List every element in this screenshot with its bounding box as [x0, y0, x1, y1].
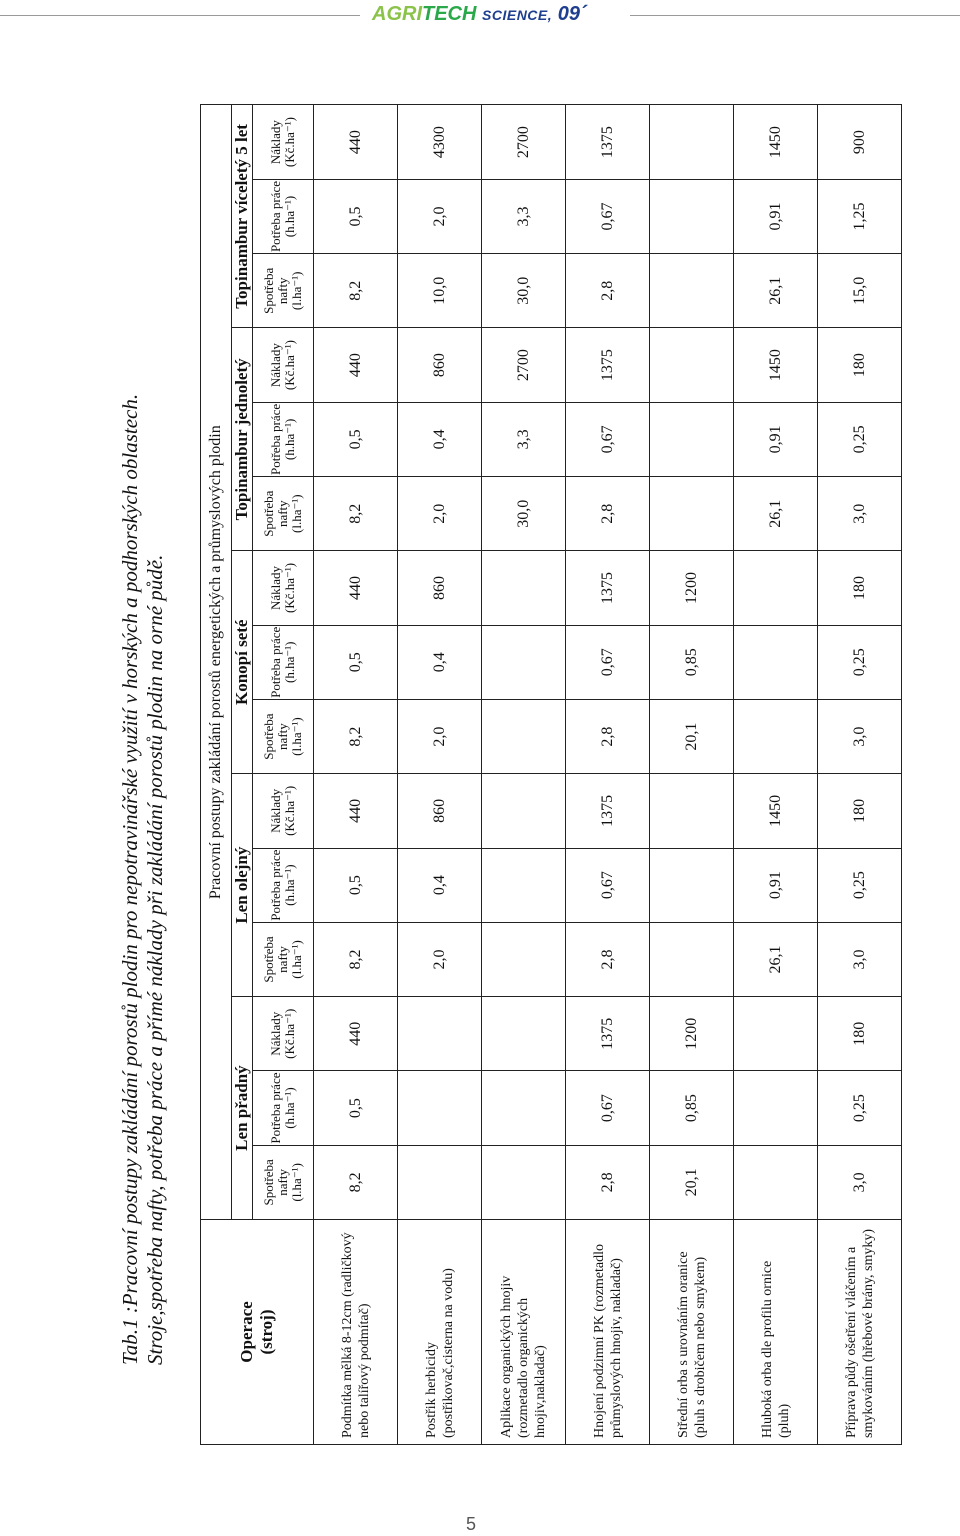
table-row	[314, 105, 398, 1445]
value-cell: 3,3	[482, 402, 566, 476]
value-cell	[482, 699, 566, 773]
subheader-unit: (h.ha⁻¹)	[282, 418, 297, 461]
operation-header-sub: (stroj)	[257, 1309, 276, 1355]
subheader-name: Spotřeba nafty	[261, 713, 290, 760]
value-cell: 0,67	[566, 179, 650, 253]
subheader-name: Spotřeba nafty	[261, 1159, 290, 1206]
value-cell: 0,25	[818, 625, 902, 699]
value-cell: 0,91	[734, 848, 818, 922]
operation-cell: Hluboká orba dle profilu ornice (pluh)	[734, 1220, 818, 1445]
value-cell: 8,2	[314, 922, 398, 996]
column-subheader	[253, 328, 314, 402]
value-cell: 1375	[566, 997, 650, 1071]
column-subheader	[253, 699, 314, 773]
value-cell: 20,1	[650, 1145, 734, 1219]
column-subheader	[253, 848, 314, 922]
value-cell: 1450	[734, 774, 818, 848]
subheader-unit: (l.ha⁻¹)	[289, 717, 304, 756]
value-cell: 2,0	[398, 179, 482, 253]
subheader-unit: (l.ha⁻¹)	[289, 1163, 304, 1202]
value-cell: 1450	[734, 328, 818, 402]
brand-agri: AGRI	[372, 3, 422, 25]
subheader-unit: (l.ha⁻¹)	[289, 940, 304, 979]
value-cell: 900	[818, 105, 902, 180]
value-cell: 860	[398, 551, 482, 625]
value-cell: 440	[314, 105, 398, 180]
subheader-unit: (l.ha⁻¹)	[289, 271, 304, 311]
value-cell	[734, 997, 818, 1071]
subheader-unit: (h.ha⁻¹)	[282, 864, 297, 906]
value-cell: 2700	[482, 328, 566, 402]
value-cell	[650, 922, 734, 996]
value-cell: 0,67	[566, 402, 650, 476]
value-cell: 440	[314, 551, 398, 625]
subheader-unit: (Kč.ha⁻¹)	[282, 340, 297, 391]
table-row	[650, 105, 734, 1445]
value-cell	[734, 1145, 818, 1219]
table-row	[734, 105, 818, 1445]
value-cell: 180	[818, 774, 902, 848]
subheader-unit: (Kč.ha⁻¹)	[282, 117, 297, 168]
value-cell: 0,91	[734, 179, 818, 253]
value-cell: 30,0	[482, 477, 566, 551]
value-cell: 2,0	[398, 922, 482, 996]
value-cell: 0,85	[650, 625, 734, 699]
column-subheader	[253, 254, 314, 328]
value-cell: 8,2	[314, 254, 398, 328]
subheader-name: Náklady	[268, 565, 283, 610]
value-cell: 0,91	[734, 402, 818, 476]
subheader-name: Náklady	[268, 343, 283, 388]
subheader-name: Náklady	[268, 788, 283, 833]
value-cell: 0,5	[314, 1071, 398, 1145]
journal-brand	[372, 2, 587, 27]
subheader-unit: (h.ha⁻¹)	[282, 641, 297, 683]
page-number: 5	[466, 1514, 477, 1534]
value-cell: 26,1	[734, 477, 818, 551]
subheader-name: Potřeba práce	[268, 626, 283, 698]
value-cell: 15,0	[818, 254, 902, 328]
value-cell	[482, 551, 566, 625]
value-cell: 3,0	[818, 922, 902, 996]
operation-cell: Postřik herbicidy (postřikovač,cisterna na vodu)	[398, 1220, 482, 1445]
value-cell	[398, 1145, 482, 1219]
value-cell: 26,1	[734, 254, 818, 328]
brand-year: 09´	[557, 3, 587, 25]
value-cell	[482, 1071, 566, 1145]
value-cell	[650, 105, 734, 180]
value-cell: 2,0	[398, 477, 482, 551]
table-row	[566, 105, 650, 1445]
value-cell	[650, 477, 734, 551]
value-cell	[482, 997, 566, 1071]
value-cell: 0,25	[818, 1071, 902, 1145]
value-cell	[482, 922, 566, 996]
subheader-unit: (l.ha⁻¹)	[289, 494, 304, 533]
column-subheader	[253, 477, 314, 551]
value-cell: 0,5	[314, 179, 398, 253]
value-cell	[734, 625, 818, 699]
value-cell: 0,4	[398, 402, 482, 476]
operation-cell: Střední orba s urovnáním oranice (pluh s drobičem nebo smykem)	[650, 1220, 734, 1445]
crop-group-header: Topinambur jednoletý	[232, 328, 253, 551]
subheader-unit: (h.ha⁻¹)	[282, 1087, 297, 1129]
value-cell: 3,0	[818, 1145, 902, 1219]
caption-line-1: Tab.1 :Pracovní postupy zakládání porostů plodin pro nepotravinářské využití v horských a podhorských oblastech.	[118, 393, 142, 1365]
value-cell: 2,8	[566, 254, 650, 328]
value-cell: 2,8	[566, 922, 650, 996]
value-cell: 860	[398, 774, 482, 848]
value-cell: 1200	[650, 997, 734, 1071]
value-cell: 2700	[482, 105, 566, 180]
column-subheader	[253, 402, 314, 476]
value-cell: 2,8	[566, 699, 650, 773]
value-cell: 2,8	[566, 477, 650, 551]
value-cell: 2,0	[398, 699, 482, 773]
value-cell: 0,67	[566, 1071, 650, 1145]
column-subheader	[253, 1145, 314, 1219]
value-cell: 26,1	[734, 922, 818, 996]
column-subheader	[253, 551, 314, 625]
crop-group-header: Konopí seté	[232, 551, 253, 774]
value-cell	[398, 1071, 482, 1145]
subheader-name: Potřeba práce	[268, 403, 283, 475]
column-subheader	[253, 922, 314, 996]
crop-group-header: Len přadný	[232, 997, 253, 1220]
value-cell: 0,67	[566, 625, 650, 699]
value-cell: 0,4	[398, 848, 482, 922]
value-cell: 0,67	[566, 848, 650, 922]
crop-group-header: Len olejný	[232, 774, 253, 997]
value-cell	[482, 848, 566, 922]
value-cell: 0,5	[314, 625, 398, 699]
value-cell: 3,3	[482, 179, 566, 253]
column-subheader	[253, 774, 314, 848]
column-subheader	[253, 179, 314, 253]
value-cell: 3,0	[818, 699, 902, 773]
value-cell: 180	[818, 328, 902, 402]
subheader-name: Náklady	[268, 1011, 283, 1056]
value-cell: 4300	[398, 105, 482, 180]
value-cell: 20,1	[650, 699, 734, 773]
column-subheader	[253, 105, 314, 180]
subheader-name: Spotřeba nafty	[261, 490, 290, 537]
crop-group-header: Topinambur víceletý 5 let	[232, 105, 253, 328]
operation-cell: Aplikace organických hnojiv (rozmetadlo organických hnojiv,nakladač)	[482, 1220, 566, 1445]
subheader-name: Spotřeba nafty	[261, 936, 290, 983]
value-cell: 440	[314, 997, 398, 1071]
operation-cell: Hnojení podzimní PK (rozmetadlo průmyslových hnojiv, nakladač)	[566, 1220, 650, 1445]
value-cell: 0,4	[398, 625, 482, 699]
value-cell: 0,25	[818, 848, 902, 922]
subheader-name: Potřeba práce	[268, 849, 283, 921]
table-row	[818, 105, 902, 1445]
value-cell: 1375	[566, 774, 650, 848]
rotated-content	[118, 105, 930, 1445]
subheader-unit: (h.ha⁻¹)	[282, 195, 297, 238]
subheader-name: Potřeba práce	[268, 1072, 283, 1144]
column-subheader	[253, 1071, 314, 1145]
value-cell: 1450	[734, 105, 818, 180]
value-cell: 440	[314, 328, 398, 402]
value-cell	[734, 699, 818, 773]
operation-cell: Příprava půdy ošetření vláčením a smykováním (hřebové brány, smyky)	[818, 1220, 902, 1445]
value-cell: 1200	[650, 551, 734, 625]
operation-header	[201, 1220, 314, 1445]
value-cell	[650, 402, 734, 476]
table-body	[314, 105, 902, 1445]
value-cell: 180	[818, 551, 902, 625]
subheader-name: Náklady	[268, 120, 283, 165]
value-cell: 8,2	[314, 1145, 398, 1219]
column-subheader	[253, 625, 314, 699]
value-cell: 8,2	[314, 477, 398, 551]
header-rule-left	[0, 15, 360, 16]
value-cell: 1,25	[818, 179, 902, 253]
value-cell	[398, 997, 482, 1071]
subheader-unit: (Kč.ha⁻¹)	[282, 1008, 297, 1059]
value-cell: 1375	[566, 551, 650, 625]
operation-cell: Podmítka mělká 8-12cm (radličkový nebo talířový podmítač)	[314, 1220, 398, 1445]
value-cell: 0,85	[650, 1071, 734, 1145]
value-cell: 860	[398, 328, 482, 402]
table-row	[482, 105, 566, 1445]
value-cell	[650, 848, 734, 922]
value-cell	[650, 254, 734, 328]
value-cell: 0,5	[314, 402, 398, 476]
value-cell	[650, 179, 734, 253]
value-cell	[650, 328, 734, 402]
caption-line-2: Stroje,spotřeba nafty, potřeba práce a přímé náklady při zakládání porostů plodin na orné půdě.	[143, 554, 167, 1365]
subheader-name: Potřeba práce	[268, 180, 283, 253]
value-cell	[734, 1071, 818, 1145]
subheader-unit: (Kč.ha⁻¹)	[282, 785, 297, 836]
header-rule-right	[630, 15, 960, 16]
table-row	[398, 105, 482, 1445]
value-cell	[734, 551, 818, 625]
value-cell: 0,25	[818, 402, 902, 476]
data-table	[200, 104, 902, 1445]
value-cell: 0,5	[314, 848, 398, 922]
table-caption	[118, 65, 168, 1365]
value-cell: 10,0	[398, 254, 482, 328]
top-header: Pracovní postupy zakládání porostů energetických a průmyslových plodin	[201, 105, 232, 1220]
value-cell: 8,2	[314, 699, 398, 773]
brand-science: SCIENCE,	[482, 7, 553, 23]
operation-header-label: Operace	[237, 1301, 256, 1363]
value-cell: 440	[314, 774, 398, 848]
value-cell	[650, 774, 734, 848]
value-cell: 30,0	[482, 254, 566, 328]
value-cell	[482, 625, 566, 699]
subheader-unit: (Kč.ha⁻¹)	[282, 562, 297, 614]
value-cell: 1375	[566, 105, 650, 180]
value-cell: 2,8	[566, 1145, 650, 1219]
value-cell	[482, 1145, 566, 1219]
subheader-name: Spotřeba nafty	[261, 267, 290, 314]
value-cell	[482, 774, 566, 848]
brand-tech: TECH	[422, 3, 477, 25]
value-cell: 3,0	[818, 477, 902, 551]
value-cell: 1375	[566, 328, 650, 402]
value-cell: 180	[818, 997, 902, 1071]
column-subheader	[253, 997, 314, 1071]
